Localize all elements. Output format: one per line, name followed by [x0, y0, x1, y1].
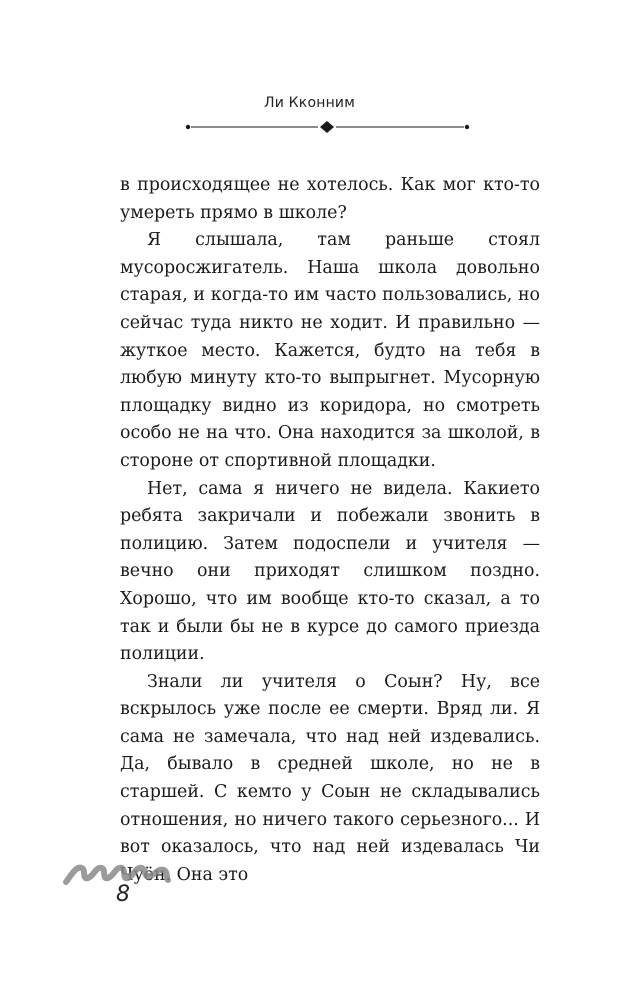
running-header-author: Ли Кконним — [263, 95, 355, 111]
paragraph-4: Знали ли учителя о Соын? Ну, все вскрылось уже после ее смерти. Вряд ли. Я сама не замечала, что над ней издевались. Да, бывало в средней школе, но не в старшей. С кемто у Соын не складывались отношения, но ничего такого серьезного... И вот оказалось, что над ней издевалась Чи Чуён. Она это — [120, 671, 540, 885]
page-number: 8 — [116, 882, 130, 907]
body-text — [120, 172, 540, 889]
paragraph-2: Я слышала, там раньше стоял мусоросжигатель. Наша школа довольно старая, и когда-то им часто пользовались, но сейчас туда никто не ходит. И правильно — жуткое место. Кажется, будто на тебя в любую минуту кто-то выпрыгнет. Мусорную площадку видно из коридора, но смотреть особо не на что. Она находится за школой, в стороне от спортивной площадки. — [120, 230, 540, 471]
paragraph-1: в происходящее не хотелось. Как мог кто-то умереть прямо в школе? — [120, 175, 540, 223]
paragraph-3: Нет, сама я ничего не видела. Какието ребята закричали и побежали звонить в полицию. Затем подоспели и учителя — вечно они приходят слишком поздно. Хорошо, что им вообще кто-то сказал, а то так и были бы не в курсе до самого приезда полиции. — [120, 478, 540, 665]
header-ornament-rule — [185, 120, 470, 134]
